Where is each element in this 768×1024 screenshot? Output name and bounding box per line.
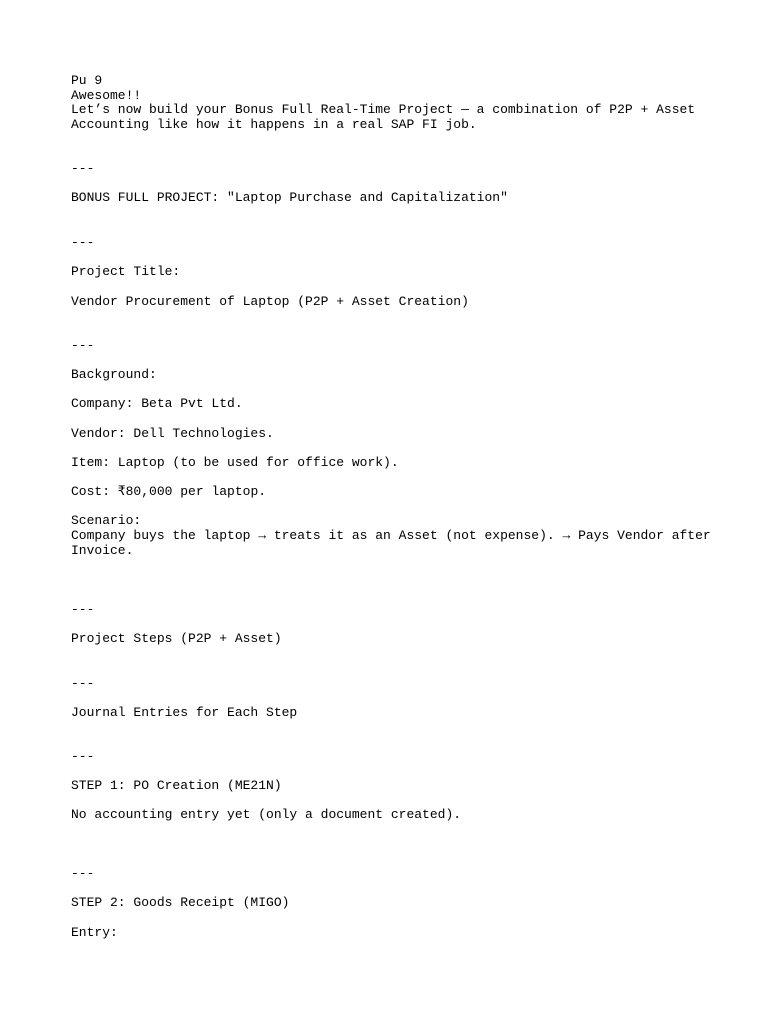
step-1-note: No accounting entry yet (only a document created).: [71, 807, 462, 822]
separator: ---: [71, 866, 95, 881]
separator: ---: [71, 602, 95, 617]
project-title-value: Vendor Procurement of Laptop (P2P + Asset Creation): [71, 294, 469, 309]
project-title-label: Project Title:: [71, 264, 181, 279]
intro-line-2: Accounting like how it happens in a real SAP FI job.: [71, 117, 477, 132]
intro-line-1: Let’s now build your Bonus Full Real-Time Project — a combination of P2P + Asset: [71, 102, 696, 117]
scenario-heading: Scenario:: [71, 513, 142, 528]
separator: ---: [71, 235, 95, 250]
project-heading: BONUS FULL PROJECT: "Laptop Purchase and Capitalization": [71, 190, 508, 205]
scenario-line-1: Company buys the laptop → treats it as an Asset (not expense). → Pays Vendor after: [71, 528, 711, 543]
cost-line: Cost: ₹80,000 per laptop.: [71, 484, 267, 499]
entry-label: Entry:: [71, 925, 118, 940]
project-steps-heading: Project Steps (P2P + Asset): [71, 631, 282, 646]
separator: ---: [71, 749, 95, 764]
page-label: Pu 9: [71, 73, 103, 88]
journal-entries-heading: Journal Entries for Each Step: [71, 705, 298, 720]
scenario-line-2: Invoice.: [71, 543, 134, 558]
greeting-line: Awesome!!: [71, 88, 142, 103]
separator: ---: [71, 338, 95, 353]
company-line: Company: Beta Pvt Ltd.: [71, 396, 243, 411]
item-line: Item: Laptop (to be used for office work).: [71, 455, 399, 470]
separator: ---: [71, 676, 95, 691]
step-2-heading: STEP 2: Goods Receipt (MIGO): [71, 895, 290, 910]
background-heading: Background:: [71, 367, 157, 382]
step-1-heading: STEP 1: PO Creation (ME21N): [71, 778, 282, 793]
vendor-line: Vendor: Dell Technologies.: [71, 426, 274, 441]
separator: ---: [71, 161, 95, 176]
